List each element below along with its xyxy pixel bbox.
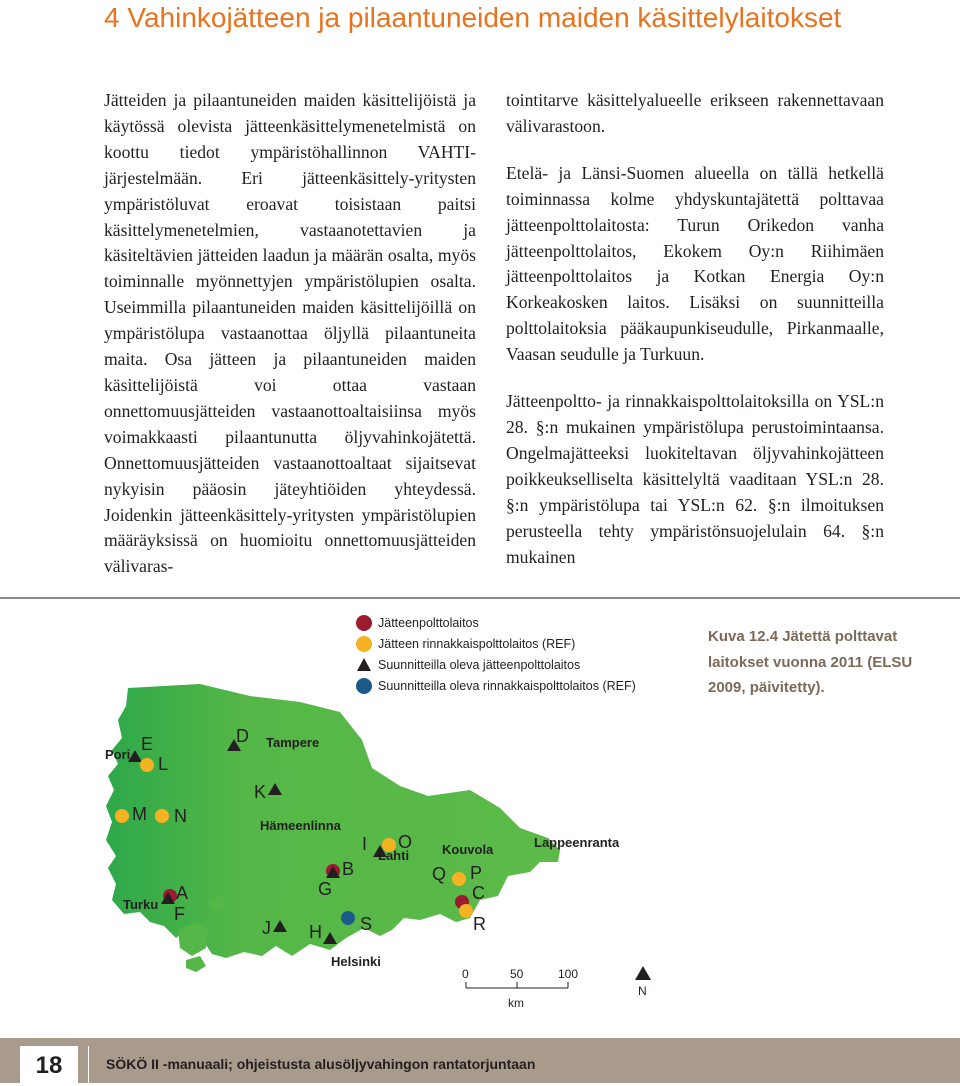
site-label-c: C	[472, 883, 485, 903]
city-label-lappeenranta: Lappeenranta	[534, 835, 620, 850]
footer-text: SÖKÖ II -manuaali; ohjeistusta alusöljyvahingon rantatorjuntaan	[106, 1056, 536, 1072]
dot-marker	[459, 904, 473, 918]
legend-item	[356, 654, 636, 675]
site-label-r: R	[473, 914, 486, 934]
city-label-turku: Turku	[123, 897, 159, 912]
legend-label: Suunnitteilla oleva jätteenpolttolaitos	[378, 657, 581, 672]
circle-icon	[356, 678, 372, 694]
page-number: 18	[20, 1046, 78, 1083]
triangle-marker	[273, 920, 287, 932]
legend-label: Jätteenpolttolaitos	[378, 615, 479, 630]
triangle-marker	[268, 783, 282, 795]
paragraph: Jätteenpoltto- ja rinnakkaispolttolaitoksilla on YSL:n 28. §:n mukainen ympäristölupa perustoimintaansa. Ongelmajätteeksi luokiteltavan öljyvahinkojätteen poikkeukselliselta käsittelyltä vaaditaan YSL:n 28. §:n ympäristölupa tai YSL:n 62. §:n ilmoituksen perusteella tehty ympäristönsuojelulain 64. §:n mukainen	[506, 391, 884, 567]
site-label-e: E	[141, 734, 154, 754]
site-label-n: N	[174, 806, 187, 826]
site-label-b: B	[342, 859, 355, 879]
site-label-q: Q	[432, 864, 447, 884]
section-divider	[0, 597, 960, 599]
site-label-f: F	[174, 904, 185, 924]
site-label-s: S	[360, 914, 373, 934]
city-label-lahti: Lahti	[378, 848, 410, 863]
right-text-column	[506, 88, 884, 591]
legend-item	[356, 675, 636, 696]
paragraph: Jätteiden ja pilaantuneiden maiden käsittelijöistä ja käytössä olevista jätteenkäsittelymenetelmistä on koottu tiedot ympäristöhallinnon VAHTI-järjestelmään. Eri jätteenkäsittely-yritysten ympäristöluvat eroavat toisistaan paitsi käsittelymenetelmien, vastaanotettavien ja käsiteltävien jätteiden laadun ja määrän osalta, myös toiminnalle myönnettyjen ympäristölupien osalta. Useimmilla pilaantuneiden maiden käsittelijöillä on ympäristölupa vastaanottaa öljyllä pilaantuneita maita. Osa jätteen ja pilaantuneiden maiden käsittelijöistä voi ottaa vastaan onnettomuusjätteiden vastaanottoaltaisiinsa myös voimakkaasti pilaantunutta öljyvahinkojätettä. Onnettomuusjätteiden vastaanottoaltaat sijaitsevat nykyisin pääosin jäteyhtiöiden yhteydessä. Joidenkin jätteenkäsittely-yritysten ympäristölupien määräyksissä on huomioitu onnettomuusjätteiden välivaras-	[104, 90, 476, 577]
figure-map	[0, 600, 960, 1040]
site-label-m: M	[132, 804, 147, 824]
site-label-l: L	[158, 754, 169, 774]
legend-label: Jätteen rinnakkaispolttolaitos (REF)	[378, 636, 576, 651]
dot-marker	[341, 911, 355, 925]
legend-label: Suunnitteilla oleva rinnakkaispolttolaitos (REF)	[378, 678, 636, 693]
scale-unit: km	[508, 996, 524, 1010]
dot-marker	[115, 809, 129, 823]
circle-icon	[356, 636, 372, 652]
paragraph: Etelä- ja Länsi-Suomen alueella on tällä hetkellä toiminnassa kolme yhdyskuntajätettä polttavaa jätteenpolttolaitosta: Turun Orikedon vanha jätteenpolttolaitos, Ekokem Oy:n Riihimäen jätteenpolttolaitos ja Kotkan Energia Oy:n Korkeakosken laitos. Lisäksi on suunnitteilla polttolaitoksia pääkaupunkiseudulle, Pirkanmaalle, Vaasan seudulle ja Turkuun.	[506, 162, 884, 365]
site-label-p: P	[470, 863, 483, 883]
figure-caption: Kuva 12.4 Jätettä polttavat laitokset vuonna 2011 (ELSU 2009, päivitetty).	[708, 628, 913, 696]
scale-tick-0: 0	[462, 967, 469, 981]
dot-marker	[140, 758, 154, 772]
north-label: N	[638, 984, 647, 998]
site-label-o: O	[398, 832, 413, 852]
paragraph: tointitarve käsittelyalueelle erikseen rakennettavaan välivarastoon.	[506, 90, 884, 136]
dot-marker	[452, 872, 466, 886]
map-legend	[356, 612, 636, 696]
site-label-h: H	[309, 922, 322, 942]
city-label-helsinki: Helsinki	[331, 954, 381, 969]
page-footer	[0, 1038, 960, 1083]
city-label-pori: Pori	[105, 747, 131, 762]
circle-icon	[356, 615, 372, 631]
site-label-a: A	[176, 883, 189, 903]
city-label-tampere: Tampere	[266, 735, 320, 750]
site-label-g: G	[318, 879, 333, 899]
scale-tick-50: 50	[510, 967, 524, 981]
city-label-hameenlinna: Hämeenlinna	[260, 818, 341, 833]
site-label-k: K	[254, 782, 267, 802]
legend-item	[356, 633, 636, 654]
site-label-j: J	[262, 918, 271, 938]
scale-tick-100: 100	[558, 967, 579, 981]
left-text-column	[104, 88, 476, 601]
site-label-d: D	[236, 726, 249, 746]
triangle-icon	[356, 657, 372, 673]
city-label-kouvola: Kouvola	[442, 842, 494, 857]
site-label-i: I	[362, 834, 368, 854]
dot-marker	[155, 809, 169, 823]
footer-divider	[88, 1046, 89, 1083]
page-title: 4 Vahinkojätteen ja pilaantuneiden maiden käsittelylaitokset	[104, 2, 842, 33]
triangle-marker	[323, 932, 337, 944]
legend-item	[356, 612, 636, 633]
